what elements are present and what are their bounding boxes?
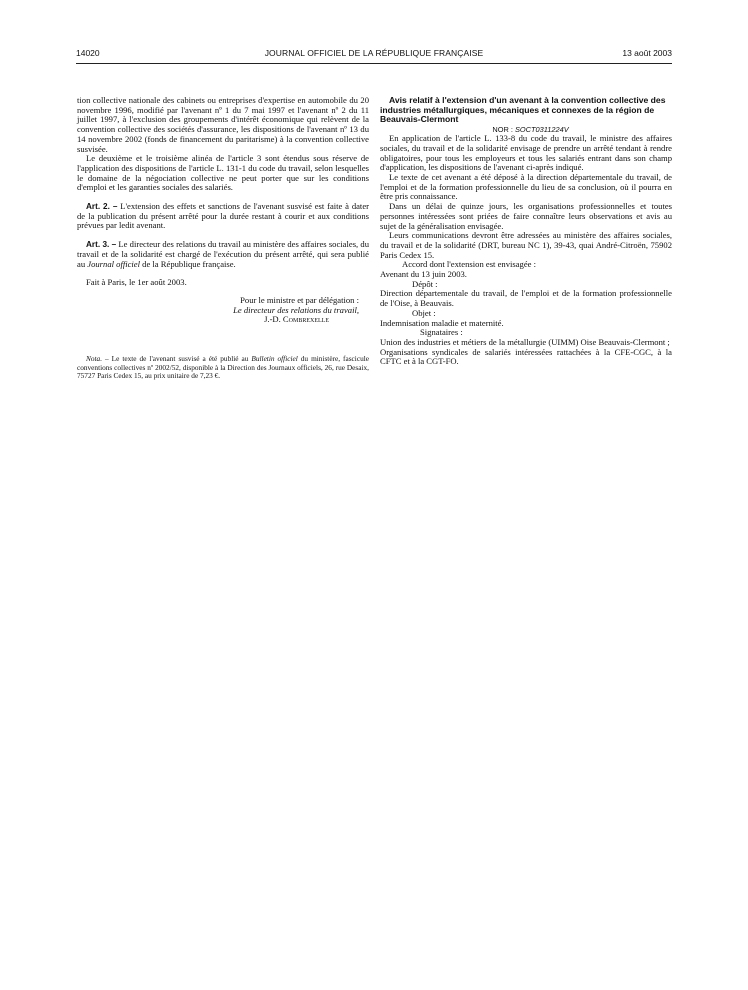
article-2-text: L'extension des effets et sanctions de l'avenant susvisé est faite à dater de la publication du présent arrêté pour la durée restant à courir et aux conditions prévues par ledit avenant. [77, 201, 369, 231]
header-rule [76, 63, 672, 64]
nota-text-a: – Le texte de l'avenant susvisé a été publié au [102, 354, 252, 364]
article-2 [77, 202, 369, 231]
right-column [380, 96, 672, 367]
left-column [77, 96, 369, 381]
article-3 [77, 240, 369, 269]
page-header [76, 48, 672, 62]
paragraph-reserve: Le deuxième et le troisième alinéa de l'article 3 sont étendus sous réserve de l'application des dispositions de l'article L. 131-1 du code du travail, selon lesquelles le domaine de la négociation collective ne peut porter que sur les conditions d'emploi et les garanties sociales des salariés. [77, 153, 369, 193]
nota-label: Nota. [86, 354, 103, 364]
signature-line-2: Le directeur des relations du travail, [233, 304, 359, 315]
fait-a-paris: Fait à Paris, le 1er août 2003. [86, 277, 187, 288]
nota-text-b: du ministère, fascicule conventions collectives nº 2002/52, disponible à la Direction des Journaux officiels, 26, rue Desaix, 75727 Paris Cedex 15, au prix unitaire de 7,23 €. [77, 354, 369, 381]
signataires-label: Signataires : [420, 327, 463, 338]
depot-label: Dépôt : [412, 278, 438, 289]
paragraph-delai: Dans un délai de quinze jours, les organisations professionnelles et toutes personnes intéressées sont priées de faire connaître leurs observations et avis au sujet de la généralisation envisagée. [380, 201, 672, 231]
page-number: 14020 [76, 48, 100, 58]
paragraph-application: En application de l'article L. 133-8 du code du travail, le ministre des affaires sociales, du travail et de la solidarité envisage de prendre un arrêté tendant à rendre obligatoires, pour tous les employeurs et tous les salariés entrant dans son champ d'application, les dispositions de l'avenant ci-après indiqué. [380, 133, 672, 173]
paragraph-communications: Leurs communications devront être adressées au ministère des affaires sociales, du travail et de la solidarité (DRT, bureau NC 1), 39-43, quai André-Citroën, 75902 Paris Cedex 15. [380, 230, 672, 260]
accord-heading: Accord dont l'extension est envisagée : [402, 259, 536, 270]
article-3-text-a: Le directeur des relations du travail au ministère des affaires sociales, du travail et de la solidarité est chargé de l'exécution du présent arrêté, qui sera publié au [77, 239, 369, 269]
article-3-label: Art. 3. – [86, 240, 117, 250]
nota [77, 355, 369, 381]
paragraph-article1-continued: tion collective nationale des cabinets ou entreprises d'expertise en automobile du 20 novembre 1996, modifié par l'avenant nº 1 du 7 mai 1997 et l'avenant nº 2 du 11 juillet 1997, à l'exclusion des groupements d'intérêt économique qui relèvent de la convention collective des sociétés d'assurance, les dispositions de l'avenant nº 13 du 14 novembre 2002 (fonds de financement du paritarisme) à la convention collective susvisée. [77, 95, 369, 154]
article-3-text-b: de la République française. [140, 258, 236, 269]
article-3-journal: Journal officiel [87, 258, 141, 269]
objet-text: Indemnisation maladie et maternité. [380, 317, 504, 328]
nota-bulletin: Bulletin officiel [251, 354, 298, 364]
avenant-date: Avenant du 13 juin 2003. [380, 269, 467, 280]
journal-title: JOURNAL OFFICIEL DE LA RÉPUBLIQUE FRANÇAISE [264, 48, 484, 58]
signature-name: J.-D. Combrexelle [264, 314, 329, 325]
nor-code: SOCT0311224V [514, 124, 569, 134]
issue-date: 13 août 2003 [622, 48, 672, 58]
signature-line-1: Pour le ministre et par délégation : [240, 294, 359, 305]
paragraph-depot-texte: Le texte de cet avenant a été déposé à la direction départementale du travail, de l'emploi et de la formation professionnelle du lieu de sa conclusion, où il pourra en être pris connaissance. [380, 172, 672, 202]
nor-label: NOR : [492, 124, 515, 134]
signataires-1: Union des industries et métiers de la métallurgie (UIMM) Oise Beauvais-Clermont ; [380, 336, 670, 347]
signataires-2: Organisations syndicales de salariés intéressées rattachées à la CFE-CGC, à la CFTC et à la CGT-FO. [380, 346, 672, 367]
signature-block [77, 296, 369, 325]
avis-title: Avis relatif à l'extension d'un avenant à la convention collective des industries métallurgiques, mécaniques et connexes de la région de Beauvais-Clermont [380, 95, 666, 124]
depot-text: Direction départementale du travail, de l'emploi et de la formation professionnelle de l'Oise, à Beauvais. [380, 288, 672, 309]
objet-label: Objet : [412, 307, 436, 318]
article-2-label: Art. 2. – [86, 202, 118, 212]
